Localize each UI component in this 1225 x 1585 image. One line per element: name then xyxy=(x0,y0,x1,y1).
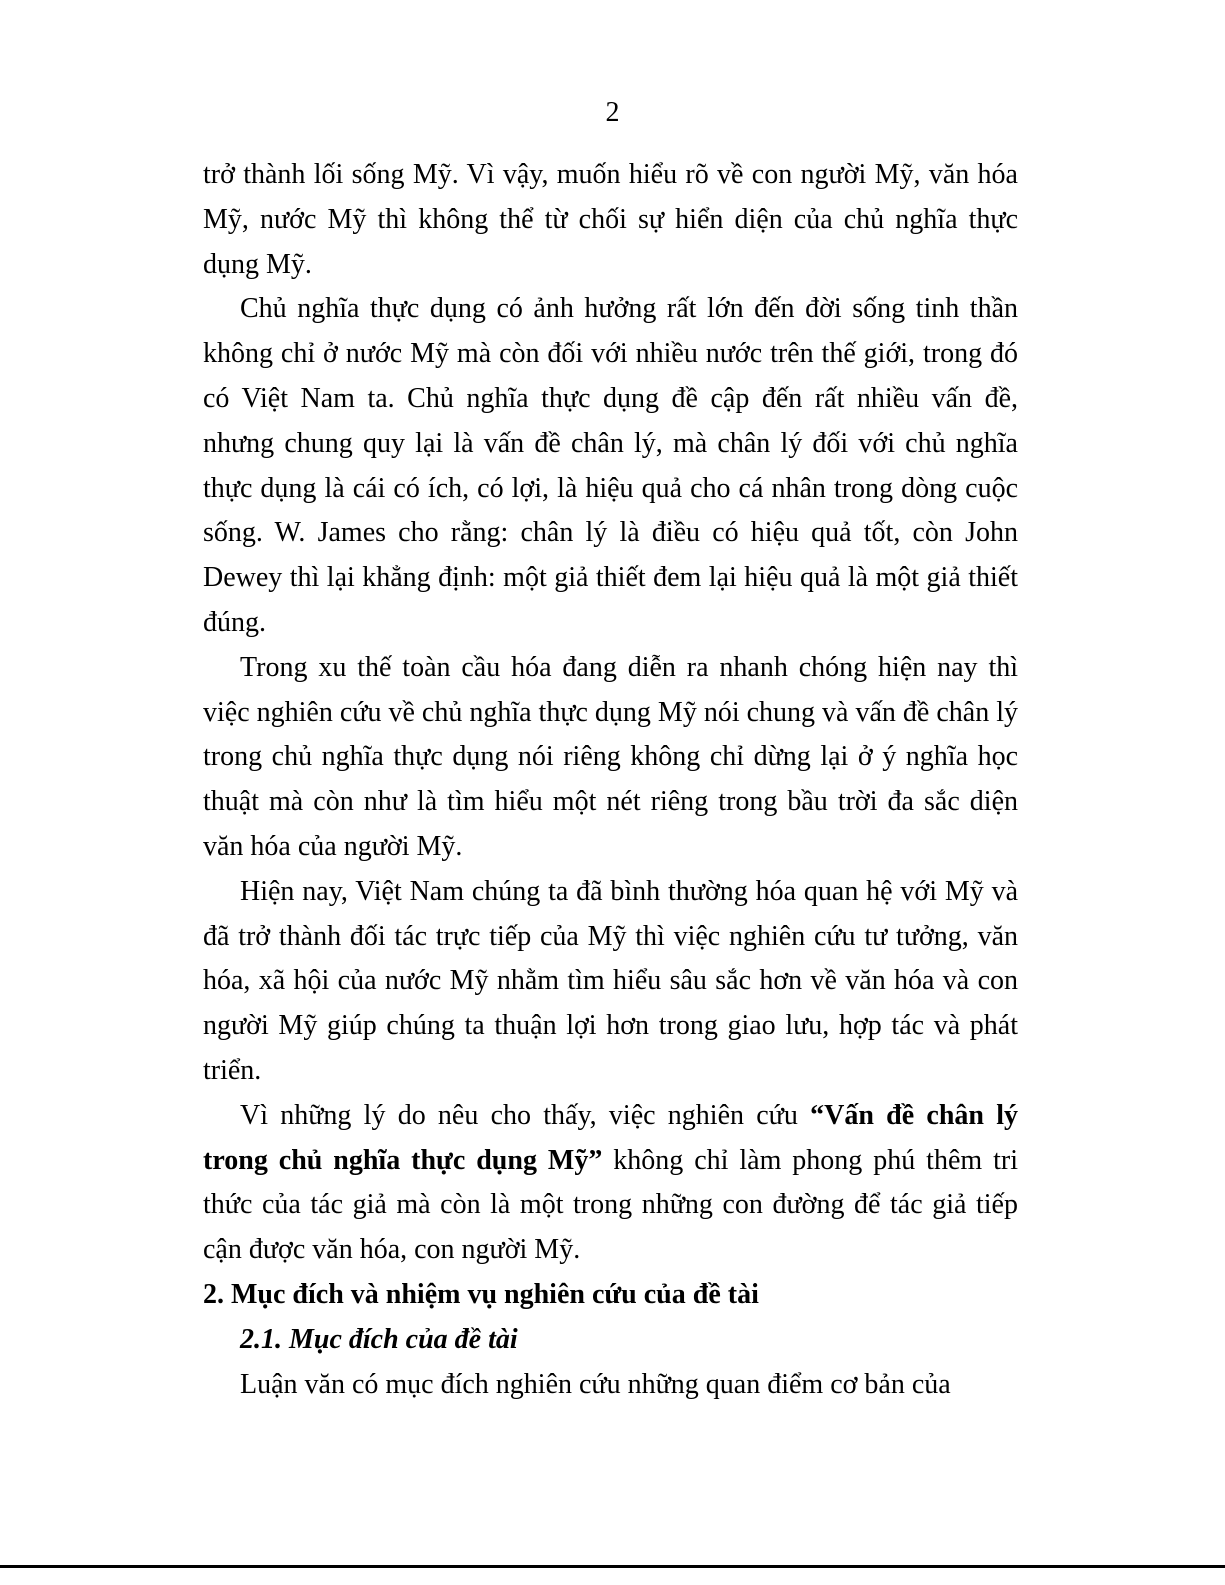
paragraph-5-topic-title: “Vấn đề chân lý trong chủ nghĩa thực dụng Mỹ” xyxy=(203,1099,1018,1176)
paragraph-6: Luận văn có mục đích nghiên cứu những quan điểm cơ bản của xyxy=(240,1368,951,1400)
paragraph-1: trở thành lối sống Mỹ. Vì vậy, muốn hiểu rõ về con người Mỹ, văn hóa Mỹ, nước Mỹ thì không thể từ chối sự hiển diện của chủ nghĩa thực dụng Mỹ. xyxy=(203,159,1018,280)
paragraph-5-lead: Vì những lý do nêu cho thấy, việc nghiên cứu xyxy=(240,1099,811,1131)
page-number: 2 xyxy=(605,97,620,128)
paragraph-5 xyxy=(203,1094,1018,1273)
paragraph-3: Trong xu thế toàn cầu hóa đang diễn ra nhanh chóng hiện nay thì việc nghiên cứu về chủ nghĩa thực dụng Mỹ nói chung và vấn đề chân lý trong chủ nghĩa thực dụng nói riêng không chỉ dừng lại ở ý nghĩa học thuật mà còn như là tìm hiểu một nét riêng trong bầu trời đa sắc diện văn hóa của người Mỹ. xyxy=(203,651,1018,862)
section-heading-2: 2. Mục đích và nhiệm vụ nghiên cứu của đề tài xyxy=(203,1278,759,1310)
paragraph-2: Chủ nghĩa thực dụng có ảnh hưởng rất lớn đến đời sống tinh thần không chỉ ở nước Mỹ mà còn đối với nhiều nước trên thế giới, trong đó có Việt Nam ta. Chủ nghĩa thực dụng đề cập đến rất nhiều vấn đề, nhưng chung quy lại là vấn đề chân lý, mà chân lý đối với chủ nghĩa thực dụng là cái có ích, có lợi, là hiệu quả cho cá nhân trong dòng cuộc sống. W. James cho rằng: chân lý là điều có hiệu quả tốt, còn John Dewey thì lại khẳng định: một giả thiết đem lại hiệu quả là một giả thiết đúng. xyxy=(203,293,1018,638)
page-bottom-border xyxy=(0,1565,1225,1568)
document-body xyxy=(203,153,1018,1407)
paragraph-4: Hiện nay, Việt Nam chúng ta đã bình thường hóa quan hệ với Mỹ và đã trở thành đối tác trực tiếp của Mỹ thì việc nghiên cứu tư tưởng, văn hóa, xã hội của nước Mỹ nhằm tìm hiểu sâu sắc hơn về văn hóa và con người Mỹ giúp chúng ta thuận lợi hơn trong giao lưu, hợp tác và phát triển. xyxy=(203,875,1018,1086)
paragraph-5-tail: không chỉ làm phong phú thêm tri thức của tác giả mà còn là một trong những con đường để tác giả tiếp cận được văn hóa, con người Mỹ. xyxy=(203,1144,1018,1266)
subsection-heading-2-1: 2.1. Mục đích của đề tài xyxy=(240,1323,518,1355)
